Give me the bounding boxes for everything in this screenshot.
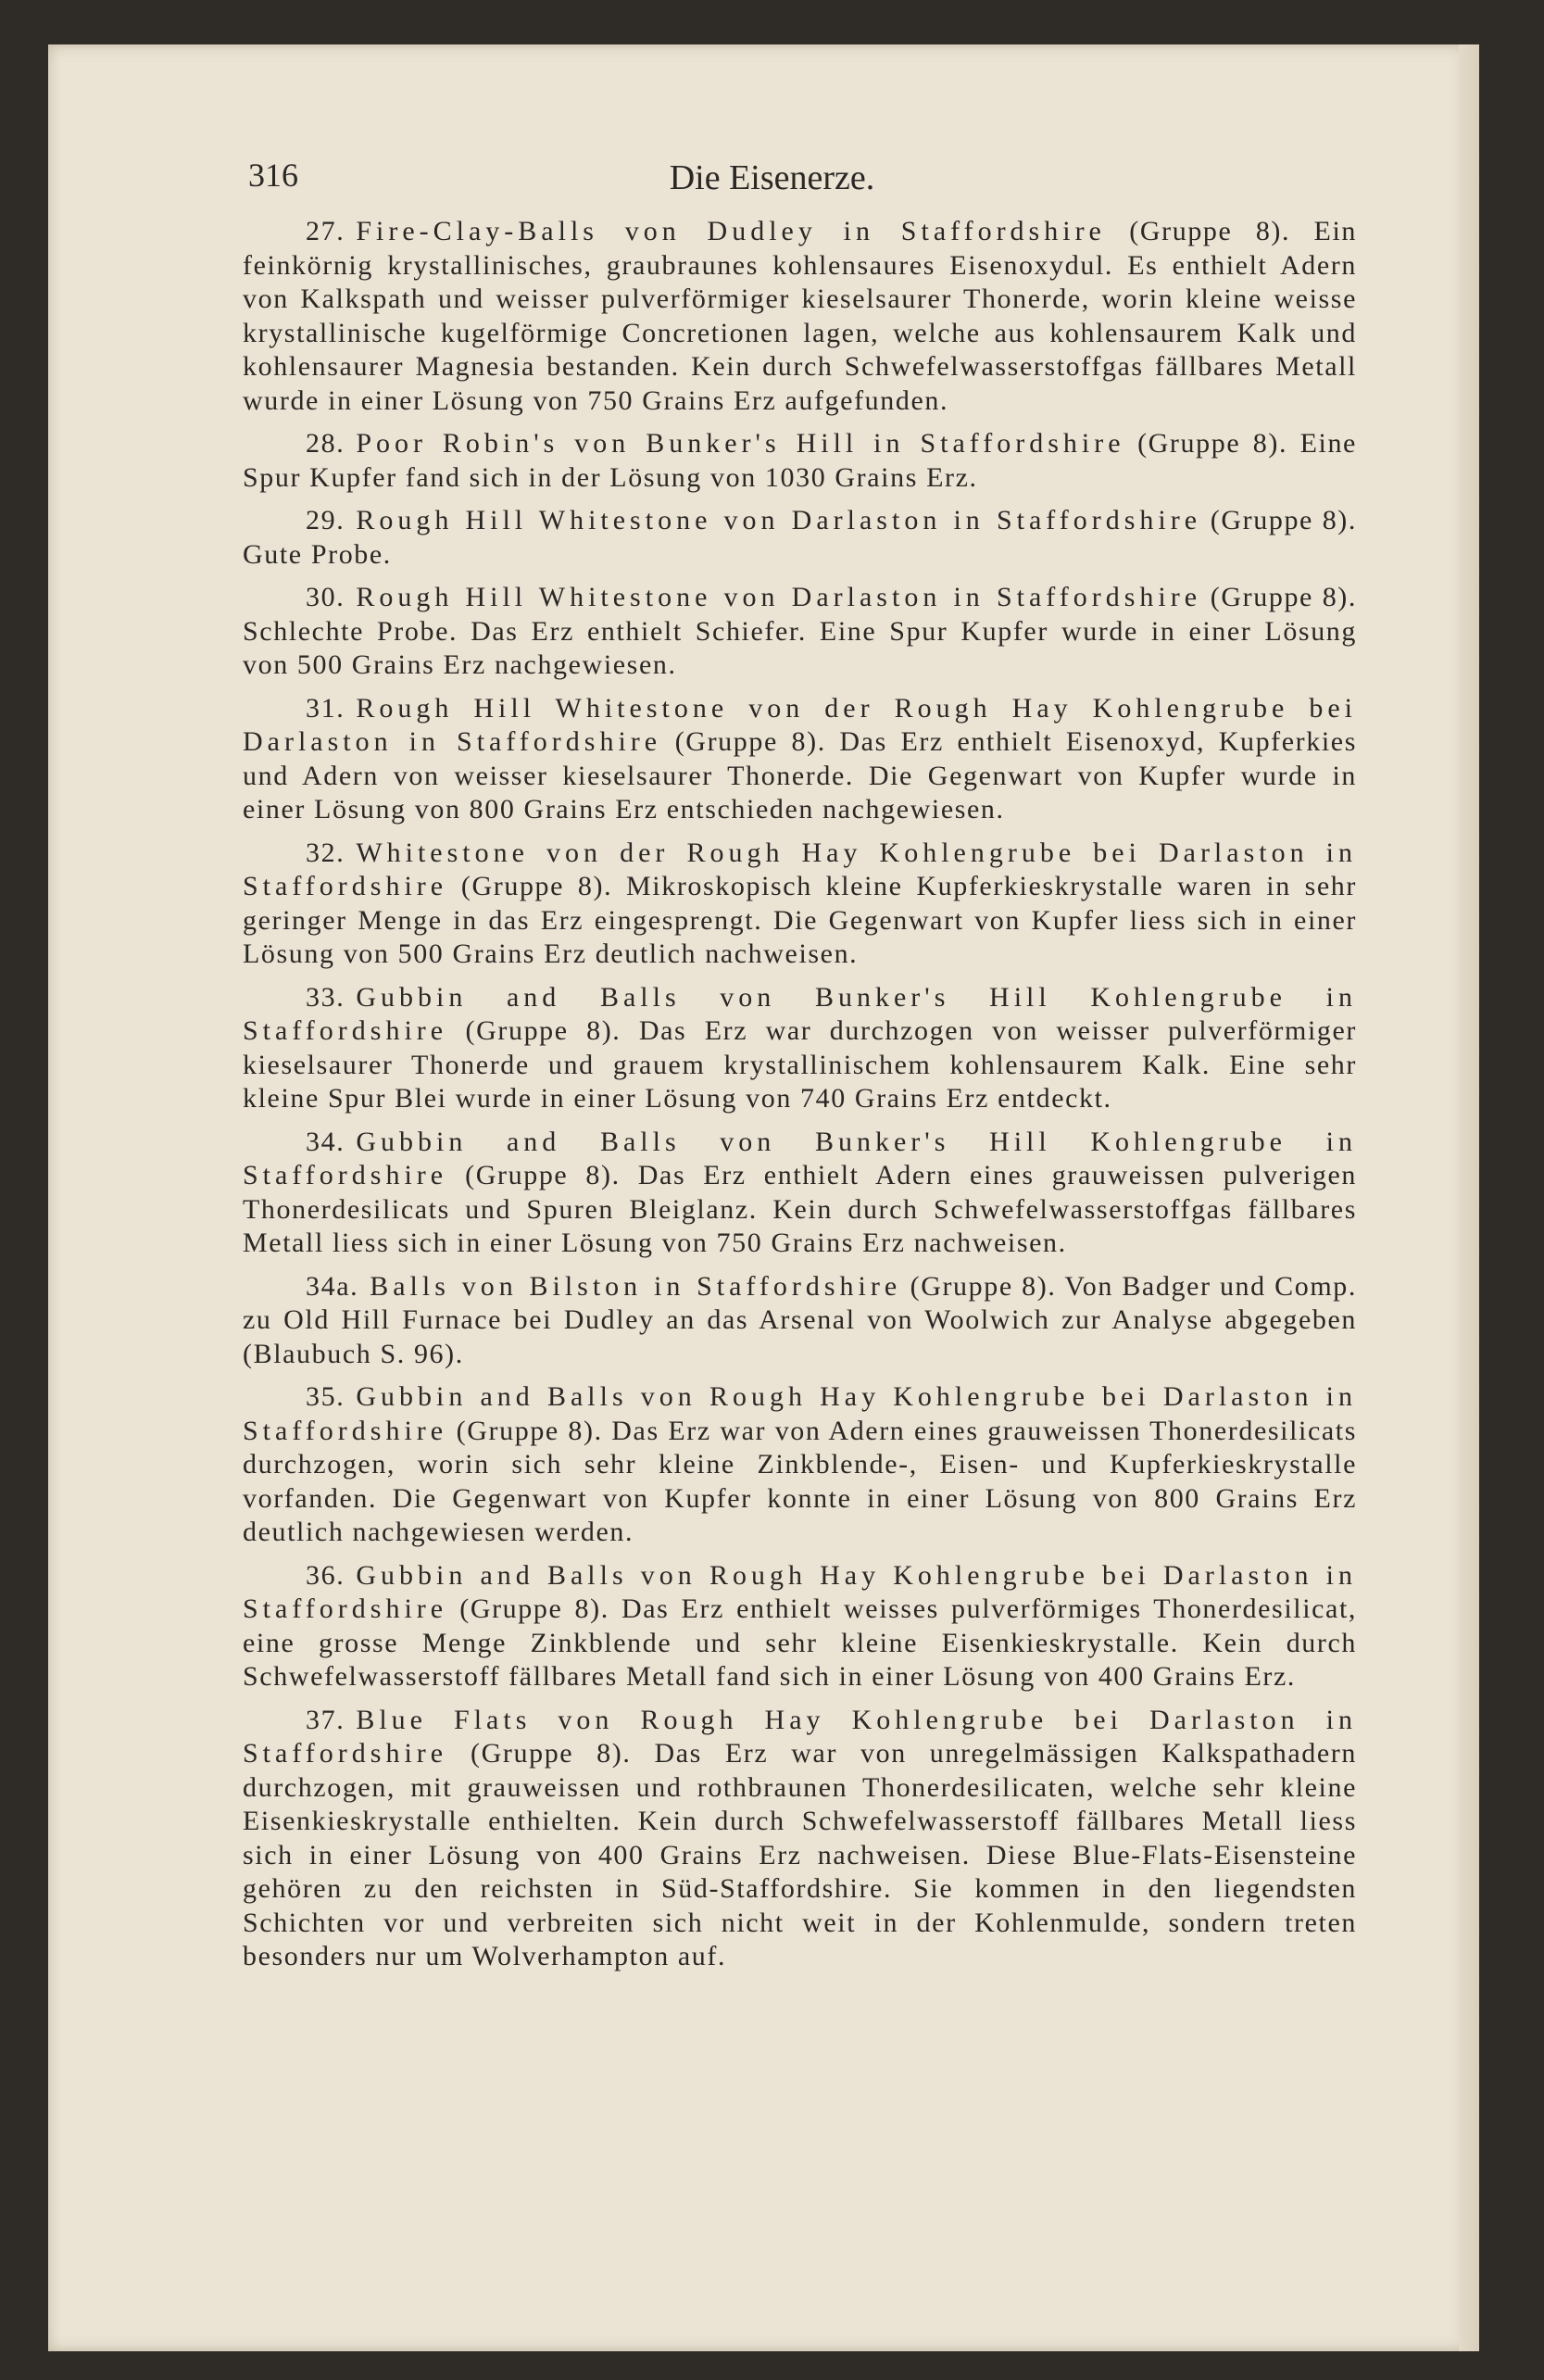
entry-text: (Gruppe 8). Gute Probe. — [243, 505, 1358, 570]
running-title: Die Eisenerze. — [669, 158, 875, 197]
entry-37 — [243, 1704, 1357, 1974]
entry-number: 35. — [306, 1381, 345, 1412]
entry-34 — [243, 1126, 1357, 1261]
page-body — [243, 215, 1357, 1983]
entry-text: (Gruppe 8). Ein feinkörnig krystallinisches, graubraunes kohlensaures Eisenoxydul. Es enthielt Adern von Kalkspath und weisser pulverförmiger kieselsaurer Thonerde, worin kleine weisse krystallinische kugelförmige Concretionen lagen, welche aus kohlensaurem Kalk und kohlensaurer Magnesia bestanden. Kein durch Schwefelwasserstoffgas fällbares Metall wurde in einer Lösung von 750 Grains Erz aufgefunden. — [243, 216, 1357, 416]
entry-lead: Gubbin and Balls von Rough Hay Kohlengrube bei Darlaston in Staffordshire — [243, 1381, 1357, 1446]
entry-lead: Rough Hill Whitestone von der Rough Hay Kohlengrube bei Darlaston in Staffordshire — [243, 692, 1357, 757]
entry-29 — [243, 504, 1357, 572]
entry-number: 34a. — [306, 1270, 359, 1302]
entry-31 — [243, 692, 1357, 827]
entry-text: (Gruppe 8). Schlechte Probe. Das Erz enthielt Schiefer. Eine Spur Kupfer wurde in einer Lösung von 500 Grains Erz nachgewiesen. — [243, 582, 1358, 680]
entry-text: (Gruppe 8). Das Erz enthielt Adern eines grauweissen pulverigen Thonerdesilicats und Spuren Bleiglanz. Kein durch Schwefelwasserstoffgas fällbares Metall liess sich in einer Lösung von 750 Grains Erz nachweisen. — [243, 1160, 1357, 1258]
entry-34a — [243, 1270, 1357, 1372]
entry-28 — [243, 427, 1357, 495]
entry-number: 32. — [306, 837, 345, 868]
page-number: 316 — [248, 157, 298, 194]
entry-number: 31. — [306, 692, 345, 724]
entry-text: (Gruppe 8). Das Erz enthielt Eisenoxyd, Kupferkies und Adern von weisser kieselsaurer Thonerde. Die Gegenwart von Kupfer wurde in einer Lösung von 800 Grains Erz entschieden nachgewiesen. — [243, 726, 1357, 825]
entry-lead: Poor Robin's von Bunker's Hill in Staffordshire — [356, 428, 1125, 459]
entry-lead: Gubbin and Balls von Bunker's Hill Kohlengrube in Staffordshire — [243, 981, 1357, 1046]
entry-32 — [243, 837, 1357, 972]
entry-text: (Gruppe 8). Von Badger und Comp. zu Old Hill Furnace bei Dudley an das Arsenal von Woolwich zur Analyse abgegeben (Blaubuch S. 96). — [243, 1270, 1357, 1369]
entry-27 — [243, 215, 1357, 418]
page-edge — [1459, 44, 1479, 2351]
entry-text: (Gruppe 8). Das Erz enthielt weisses pulverförmiges Thonerdesilicat, eine grosse Menge Zinkblende und sehr kleine Eisenkieskrystalle. Kein durch Schwefelwasserstoff fällbares Metall fand sich in einer Lösung von 400 Grains Erz. — [243, 1593, 1357, 1692]
entry-lead: Whitestone von der Rough Hay Kohlengrube bei Darlaston in Staffordshire — [243, 837, 1357, 901]
entry-number: 30. — [306, 582, 345, 612]
entry-33 — [243, 981, 1357, 1116]
entry-lead: Fire-Clay-Balls von Dudley in Staffordshire — [356, 216, 1106, 246]
entry-lead: Rough Hill Whitestone von Darlaston in Staffordshire — [356, 505, 1202, 535]
entry-text: (Gruppe 8). Eine Spur Kupfer fand sich in der Lösung von 1030 Grains Erz. — [243, 428, 1357, 493]
entry-number: 33. — [306, 981, 345, 1013]
entry-30 — [243, 581, 1357, 683]
entry-text: (Gruppe 8). Das Erz war von unregelmässigen Kalkspathadern durchzogen, mit grauweissen und rothbraunen Thonerdesilicaten, welche sehr kleine Eisenkieskrystalle enthielten. Kein durch Schwefelwasserstoff fällbares Metall liess sich in einer Lösung von 400 Grains Erz nachweisen. Diese Blue-Flats-Eisensteine gehören zu den reichsten in Süd-Staffordshire. Sie kommen in den liegendsten Schichten vor und verbreiten sich nicht weit in der Kohlenmulde, sondern treten besonders nur um Wolverhampton auf. — [243, 1738, 1357, 1971]
entry-number: 28. — [306, 428, 345, 459]
entry-number: 27. — [306, 216, 345, 246]
entry-number: 36. — [306, 1559, 345, 1591]
entry-text: (Gruppe 8). Das Erz war von Adern eines grauweissen Thonerdesilicats durchzogen, worin sich sehr kleine Zinkblende-, Eisen- und Kupferkieskrystalle vorfanden. Die Gegenwart von Kupfer konnte in einer Lösung von 800 Grains Erz deutlich nachgewiesen werden. — [243, 1415, 1357, 1547]
entry-lead: Rough Hill Whitestone von Darlaston in Staffordshire — [356, 582, 1202, 612]
entry-lead: Blue Flats von Rough Hay Kohlengrube bei Darlaston in Staffordshire — [243, 1704, 1357, 1769]
entry-text: (Gruppe 8). Mikroskopisch kleine Kupferkieskrystalle waren in sehr geringer Menge in das Erz eingesprengt. Die Gegenwart von Kupfer liess sich in einer Lösung von 500 Grains Erz deutlich nachweisen. — [243, 871, 1357, 969]
entry-number: 37. — [306, 1704, 345, 1735]
entry-lead: Balls von Bilston in Staffordshire — [370, 1270, 902, 1302]
entry-lead: Gubbin and Balls von Bunker's Hill Kohlengrube in Staffordshire — [243, 1126, 1357, 1190]
entry-number: 29. — [306, 505, 345, 535]
entry-35 — [243, 1380, 1357, 1550]
entry-number: 34. — [306, 1126, 345, 1157]
entry-lead: Gubbin and Balls von Rough Hay Kohlengrube bei Darlaston in Staffordshire — [243, 1559, 1357, 1624]
entry-36 — [243, 1559, 1357, 1694]
entry-text: (Gruppe 8). Das Erz war durchzogen von weisser pulverförmiger kieselsaurer Thonerde und grauem krystallinischem kohlensaurem Kalk. Eine sehr kleine Spur Blei wurde in einer Lösung von 740 Grains Erz entdeckt. — [243, 1015, 1357, 1114]
